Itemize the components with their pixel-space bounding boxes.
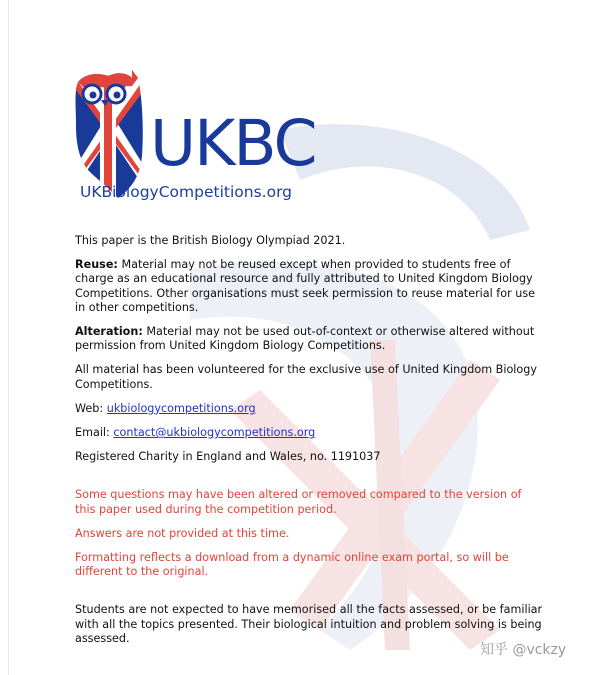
watermark-credit: 知乎 @vckzy [480, 642, 567, 658]
email-line [75, 426, 545, 440]
email-label: Email: [75, 426, 110, 440]
note-formatting: Formatting reflects a download from a dynamic online exam portal, so will be different to the original. [75, 551, 509, 579]
logo-acronym: UKBC [150, 107, 316, 180]
note-answers: Answers are not provided at this time. [75, 526, 290, 540]
alteration-label: Alteration: [75, 325, 143, 339]
alteration-text: Material may not be used out-of-context or otherwise altered without permission from United Kingdom Biology Competitions. [75, 325, 535, 353]
intro-text: This paper is the British Biology Olympiad 2021. [75, 234, 346, 247]
charity-text: Registered Charity in England and Wales, no. 1191037 [75, 450, 381, 464]
web-line [75, 402, 545, 416]
alteration-paragraph [75, 325, 545, 353]
students-note: Students are not expected to have memorised all the facts assessed, or be familiar with all the topics presented. Their biological intuition and problem solving is being assessed. [75, 603, 543, 645]
logo-url: UKBiologyCompetitions.org [80, 183, 293, 201]
reuse-label: Reuse: [75, 258, 118, 272]
reuse-paragraph [75, 258, 545, 315]
note-altered: Some questions may have been altered or removed compared to the version of this paper used during the competition period. [75, 488, 522, 516]
reuse-text: Material may not be reused except when provided to students free of charge as an educational resource and fully attributed to United Kingdom Biology Competitions. Other organisations must seek permission to reuse material for use in other competitions. [75, 258, 536, 314]
page-edge [8, 0, 9, 675]
web-label: Web: [75, 401, 104, 415]
volunteered-text: All material has been volunteered for the exclusive use of United Kingdom Biology Competitions. [75, 363, 537, 391]
web-link[interactable]: ukbiologycompetitions.org [106, 401, 256, 415]
email-link[interactable]: contact@ukbiologycompetitions.org [113, 426, 316, 440]
document-body [75, 234, 545, 656]
